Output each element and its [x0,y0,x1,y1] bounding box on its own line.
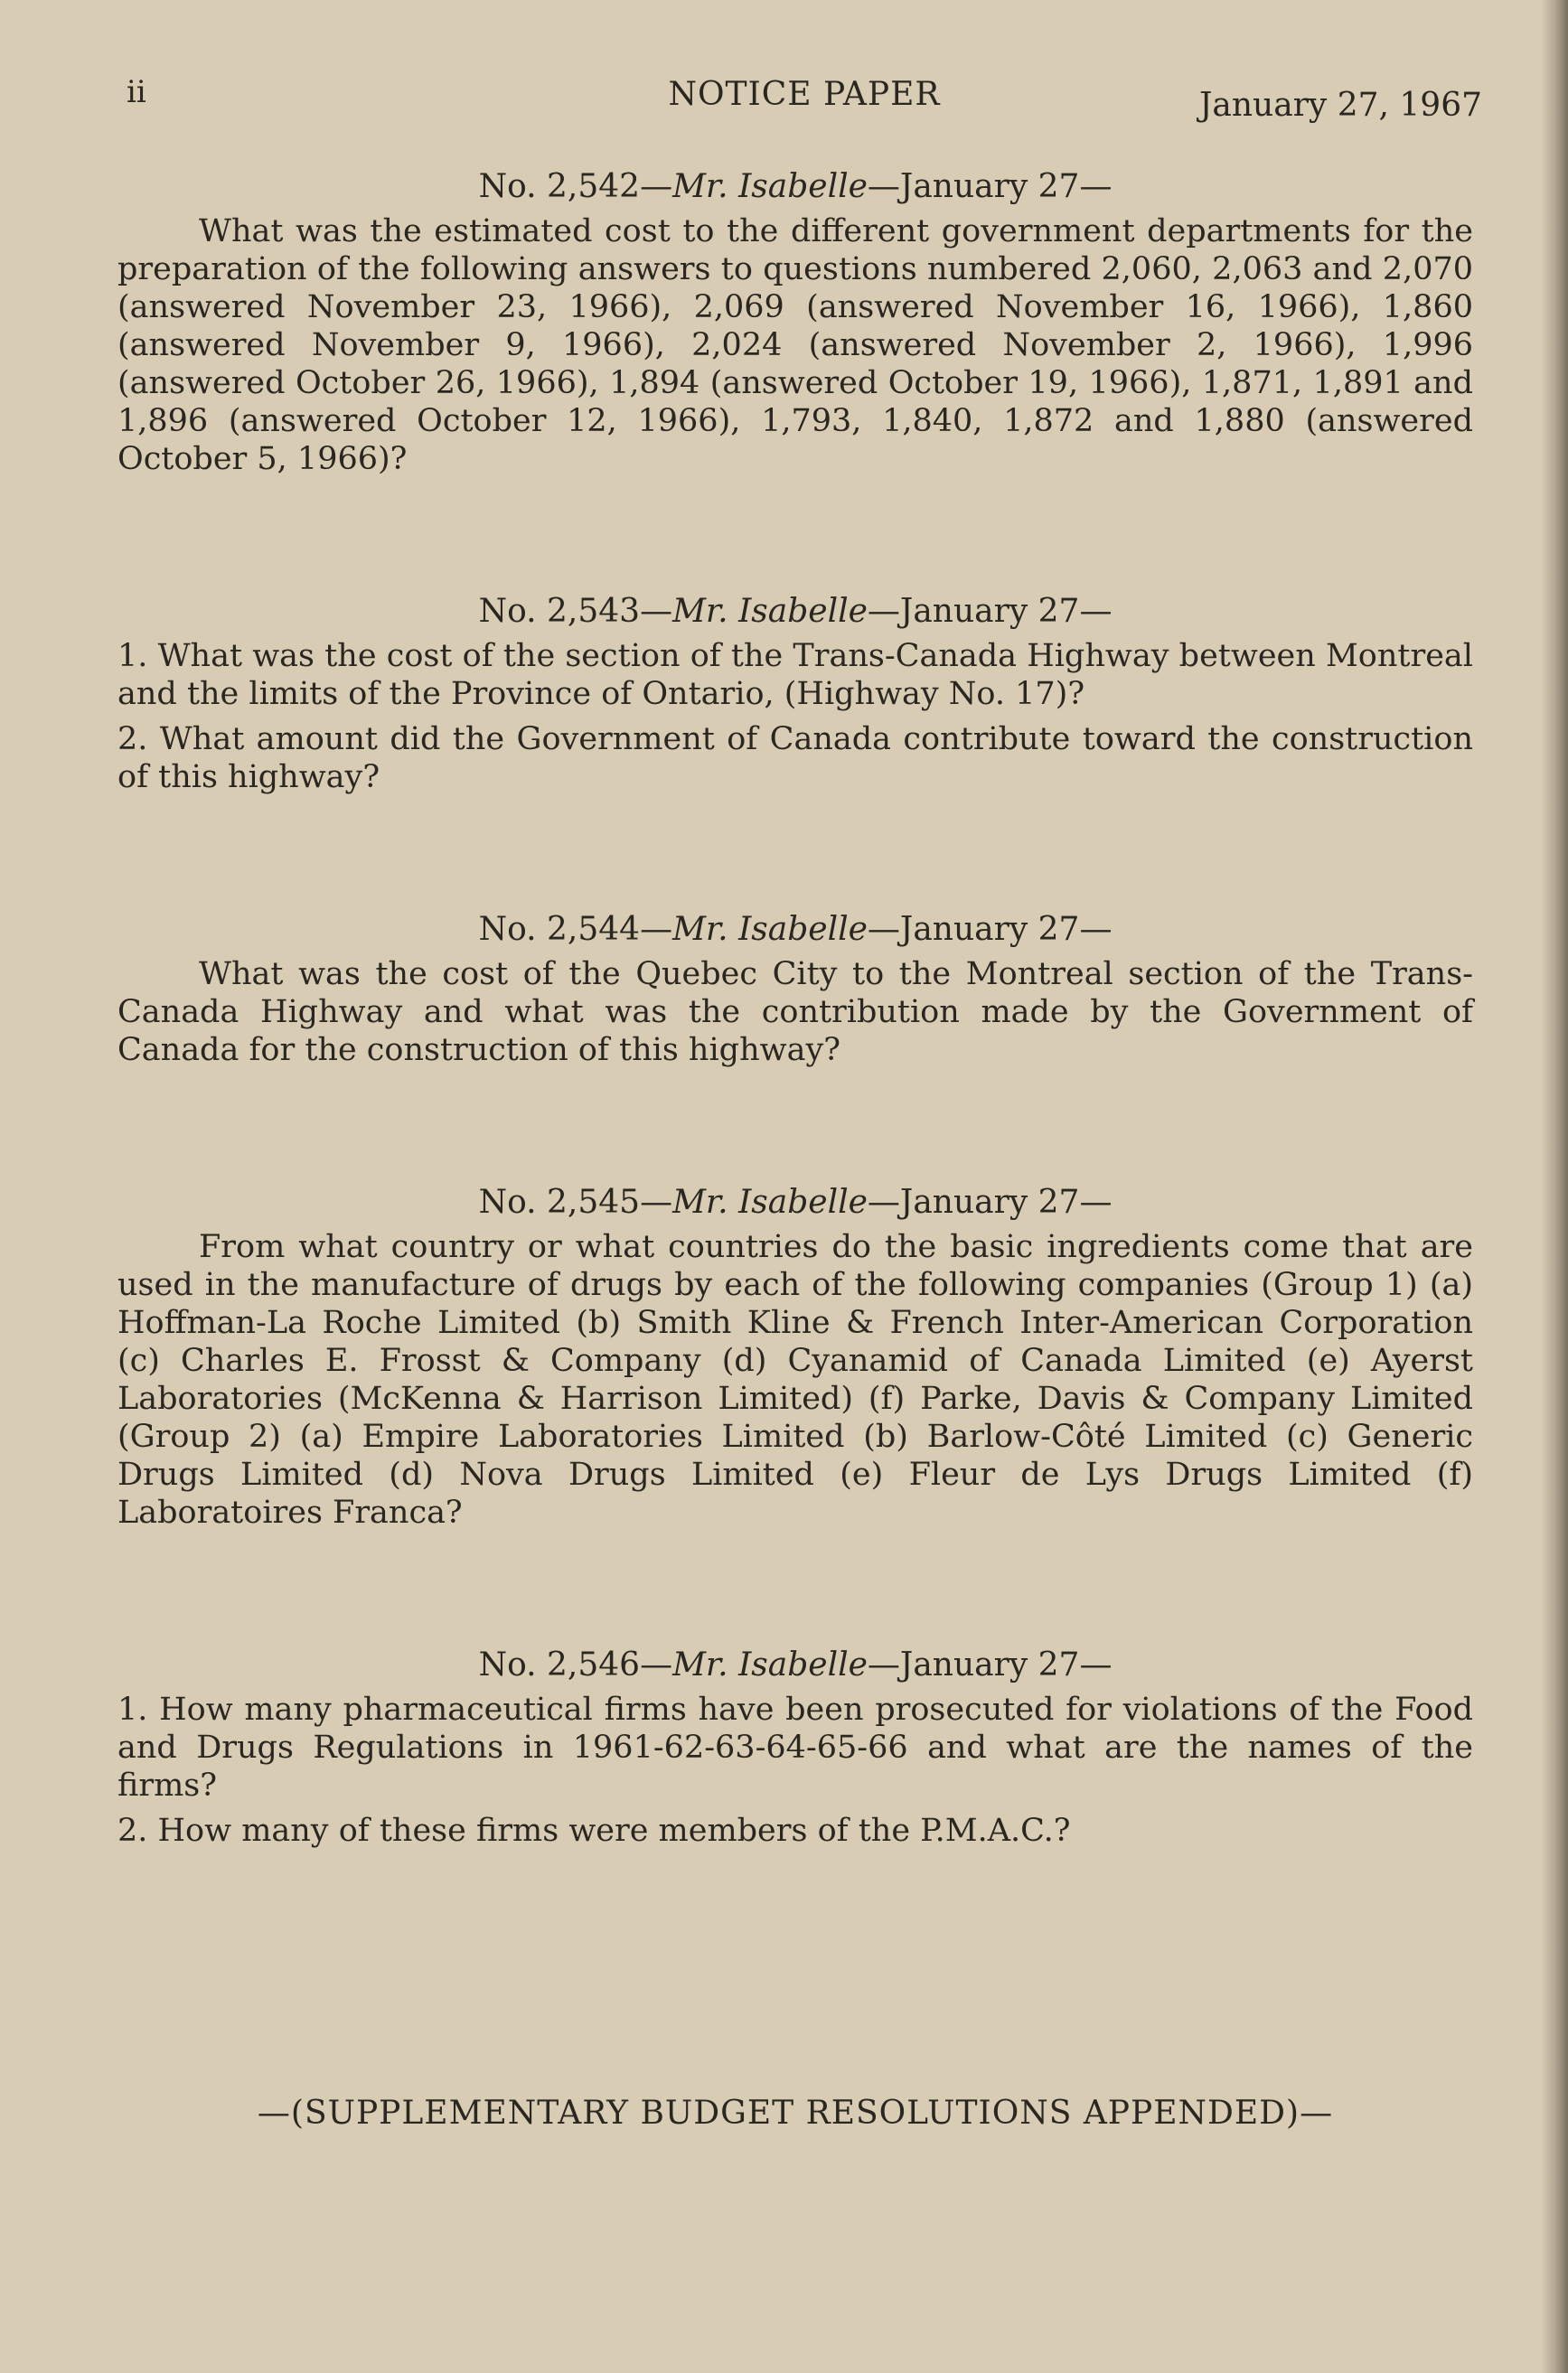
page-title: NOTICE PAPER [668,76,941,113]
question-item: 1. What was the cost of the section of the Trans-Canada Highway between Montreal and the limits of the Province of Ontario, (Highway No. 17)? [117,638,1473,712]
question-2542 [117,167,1473,478]
question-date: January 27 [899,911,1080,948]
question-heading: No. 2,542—Mr. Isabelle—January 27— [478,168,1113,205]
question-item: 2. How many of these firms were members of the P.M.A.C.? [117,1813,1071,1849]
question-text: What was the estimated cost to the different government departments for the preparation of the following answers to questions numbered 2,060, 2,063 and 2,070 (answered November 23, 1966), 2,069 (answered November 16, 1966), 1,860 (answered November 9, 1966), 2,024 (answered November 2, 1966), 1,996 (answered October 26, 1966), 1,894 (answered October 19, 1966), 1,871, 1,891 and 1,896 (answered October 12, 1966), 1,793, 1,840, 1,872 and 1,880 (answered October 5, 1966)? [117,213,1473,477]
question-number: No. 2,544 [478,911,641,948]
question-member: Mr. Isabelle [672,168,868,205]
question-item: 2. What amount did the Government of Canada contribute toward the construction of this highway? [117,721,1473,795]
question-2545 [117,1183,1473,1532]
appendix-notice: —(SUPPLEMENTARY BUDGET RESOLUTIONS APPENDED)— [257,2095,1334,2132]
page-edge-shadow [1541,0,1568,2373]
question-text: What was the cost of the Quebec City to the Montreal section of the Trans-Canada Highway and what was the contribution made by the Government of Canada for the construction of this highway? [117,956,1473,1068]
question-number: No. 2,546 [478,1646,641,1684]
question-date: January 27 [899,168,1080,205]
questions-list [117,167,1473,1857]
question-heading: No. 2,543—Mr. Isabelle—January 27— [478,593,1113,630]
question-number: No. 2,545 [478,1184,641,1221]
question-heading: No. 2,546—Mr. Isabelle—January 27— [478,1646,1113,1684]
page-number: ii [127,74,146,110]
question-2546 [117,1646,1473,1850]
question-member: Mr. Isabelle [672,1646,868,1684]
question-number: No. 2,543 [478,593,641,630]
question-date: January 27 [899,1646,1080,1684]
question-member: Mr. Isabelle [672,1184,868,1221]
page-date: January 27, 1967 [1198,87,1482,124]
question-2543 [117,592,1473,796]
question-text: From what country or what countries do the basic ingredients come that are used in the manufacture of drugs by each of the following companies (Group 1) (a) Hoffman-La Roche Limited (b) Smith Kline & French Inter-American Corporation (c) Charles E. Frosst & Company (d) Cyanamid of Canada Limited (e) Ayerst Laboratories (McKenna & Harrison Limited) (f) Parke, Davis & Company Limited (Group 2) (a) Empire Laboratories Limited (b) Barlow-Côté Limited (c) Generic Drugs Limited (d) Nova Drugs Limited (e) Fleur de Lys Drugs Limited (f) Laboratoires Franca? [117,1229,1473,1531]
question-member: Mr. Isabelle [672,911,868,948]
question-date: January 27 [899,593,1080,630]
question-heading: No. 2,545—Mr. Isabelle—January 27— [478,1184,1113,1221]
page-header [127,74,1482,128]
question-heading: No. 2,544—Mr. Isabelle—January 27— [478,911,1113,948]
question-date: January 27 [899,1184,1080,1221]
question-2544 [117,910,1473,1069]
question-number: No. 2,542 [478,168,641,205]
question-member: Mr. Isabelle [672,593,868,630]
question-item: 1. How many pharmaceutical firms have been prosecuted for violations of the Food and Drugs Regulations in 1961-62-63-64-65-66 and what are the names of the firms? [117,1692,1473,1804]
